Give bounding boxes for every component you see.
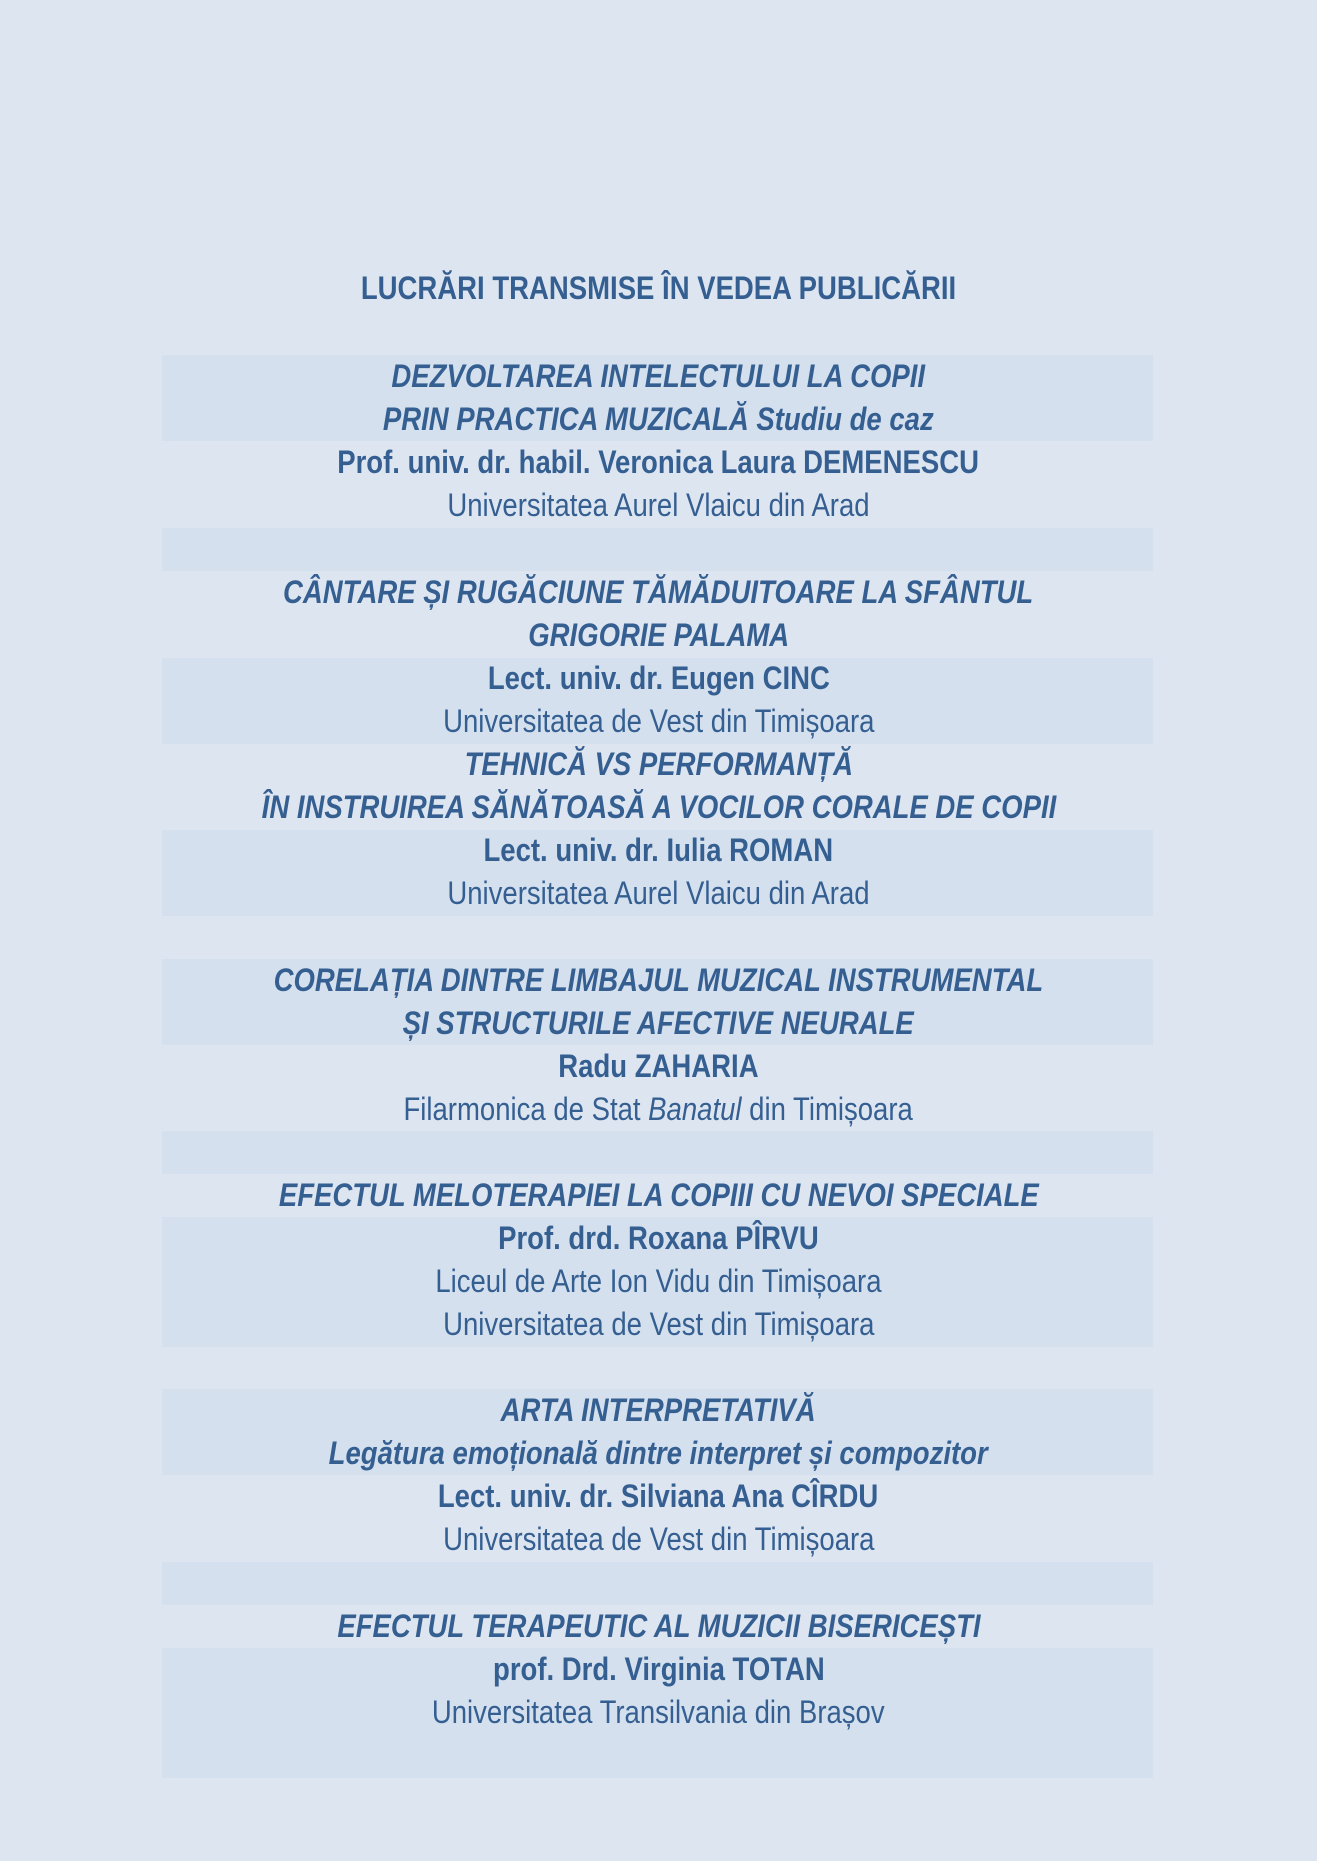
entry-7-institution: Universitatea Transilvania din Brașov	[432, 1694, 885, 1730]
entry-1-title-main: PRIN PRACTICA MUZICALĂ	[383, 401, 757, 437]
entry-6-title-line-2: Legătura emoțională dintre interpret și compozitor	[328, 1435, 989, 1471]
entry-3-title-line-1: TEHNICĂ VS PERFORMANȚĂ	[464, 746, 853, 782]
band	[162, 1562, 1153, 1605]
entry-2-title-line-1: CÂNTARE ȘI RUGĂCIUNE TĂMĂDUITOARE LA SFÂNTUL	[283, 574, 1034, 610]
entry-2-title-line-2: GRIGORIE PALAMA	[528, 617, 789, 653]
entry-5-institution-1: Liceul de Arte Ion Vidu din Timișoara	[435, 1263, 882, 1299]
entry-2-author: Lect. univ. dr. Eugen CINC	[487, 660, 830, 696]
entry-1-title-line-1: DEZVOLTAREA INTELECTULUI LA COPII	[391, 358, 926, 394]
page-title: LUCRĂRI TRANSMISE ÎN VEDEA PUBLICĂRII	[360, 270, 957, 306]
entry-3-author: Lect. univ. dr. Iulia ROMAN	[483, 832, 834, 868]
entry-4-title-line-2: ȘI STRUCTURILE AFECTIVE NEURALE	[402, 1005, 915, 1041]
entry-1-title-line-2	[0, 398, 1317, 441]
entry-5-title-line-1: EFECTUL MELOTERAPIEI LA COPIII CU NEVOI SPECIALE	[278, 1177, 1039, 1213]
entry-3-title-line-2: ÎN INSTRUIREA SĂNĂTOASĂ A VOCILOR CORALE DE COPII	[261, 789, 1056, 825]
entry-1-subtitle: Studiu de caz	[756, 401, 934, 437]
entry-4-author: Radu ZAHARIA	[558, 1048, 759, 1084]
entry-3-institution: Universitatea Aurel Vlaicu din Arad	[447, 875, 870, 911]
entry-7-author: prof. Drd. Virginia TOTAN	[492, 1651, 825, 1687]
entry-4-institution-name: Banatul	[648, 1091, 742, 1127]
entry-4-title-line-1: CORELAȚIA DINTRE LIMBAJUL MUZICAL INSTRUMENTAL	[273, 962, 1044, 998]
entry-1-institution: Universitatea Aurel Vlaicu din Arad	[447, 487, 870, 523]
entry-1-author: Prof. univ. dr. habil. Veronica Laura DEMENESCU	[337, 444, 980, 480]
band	[162, 528, 1153, 571]
entry-6-title-line-1: ARTA INTERPRETATIVĂ	[501, 1392, 816, 1428]
entry-4-institution: Filarmonica de Stat Banatul din Timișoara	[403, 1091, 914, 1127]
band	[162, 1131, 1153, 1174]
entry-6-institution: Universitatea de Vest din Timișoara	[442, 1521, 875, 1557]
entry-5-author: Prof. drd. Roxana PÎRVU	[498, 1220, 819, 1256]
entry-2-institution: Universitatea de Vest din Timișoara	[442, 703, 875, 739]
entry-7-title-line-1: EFECTUL TERAPEUTIC AL MUZICII BISERICEȘTI	[336, 1608, 981, 1644]
entry-5-institution-2: Universitatea de Vest din Timișoara	[442, 1306, 875, 1342]
entry-6-author: Lect. univ. dr. Silviana Ana CÎRDU	[438, 1478, 879, 1514]
